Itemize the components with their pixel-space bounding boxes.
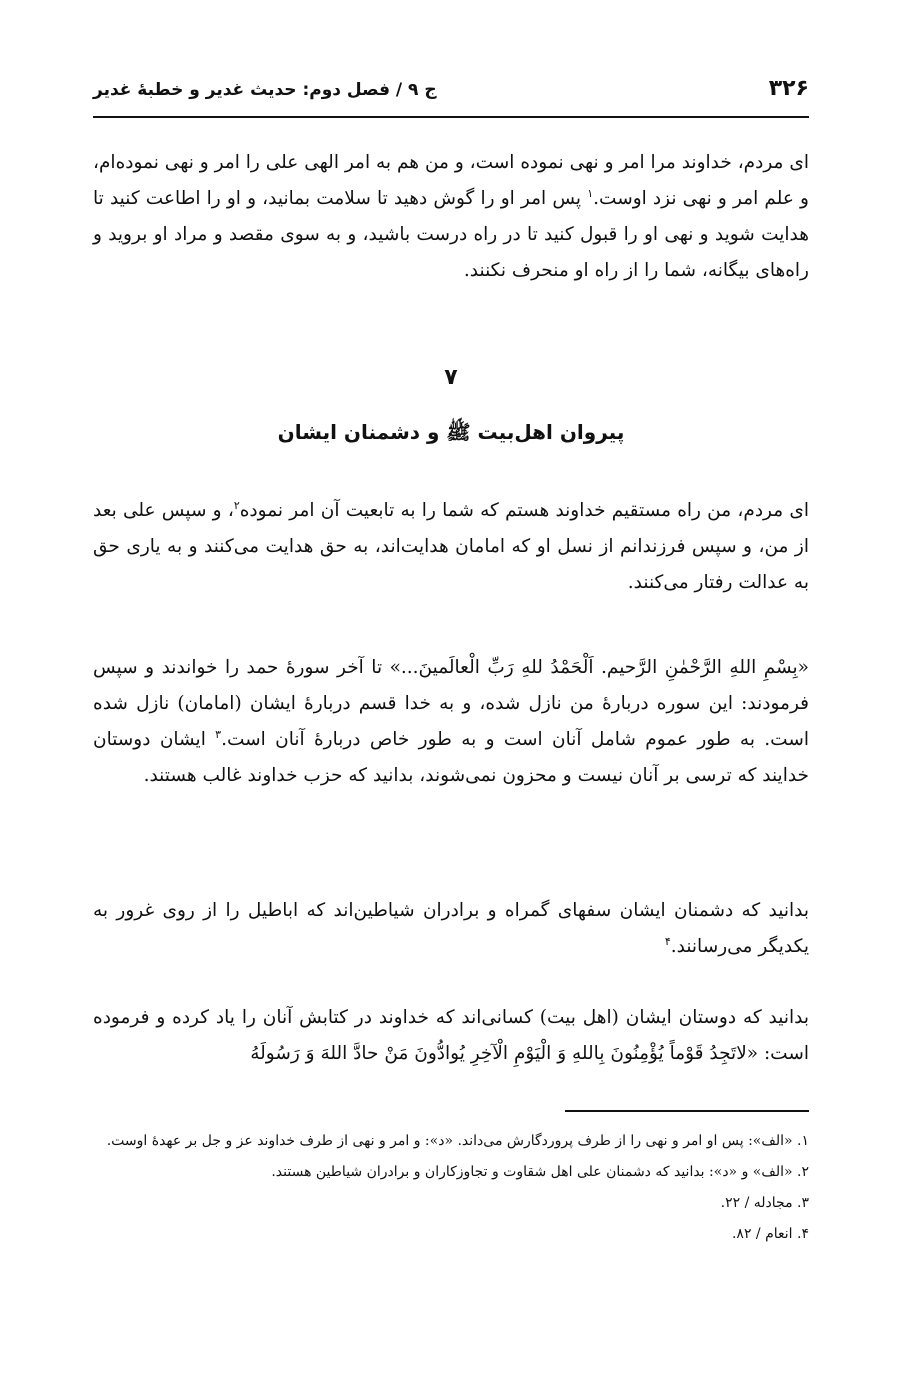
paragraph-2-text-a: ای مردم، من راه مستقیم خداوند هستم که شما را به تابعیت آن امر نموده [239,500,810,521]
paragraph-3-text-a: «بِسْمِ اللهِ الرَّحْمٰنِ الرَّحیم. اَلْحَمْدُ للهِ رَبِّ الْعالَمینَ...» تا آخر سورهٔ حمد را خواندند و سپس فرمودند: این سوره دربارهٔ من نازل شده، و به خدا قسم دربارهٔ ایشان (امامان) نازل شده است. به طور عموم شامل آنان است و به طور خاص دربارهٔ آنان است. [93,657,809,750]
paragraph-1-text-b: پس امر او را گوش دهید تا سلامت بمانید، و او را اطاعت کنید تا هدایت شوید و نهی او را قبول کنید تا در راه درست باشید، و به سوی مقصد و مراد او بروید و راه‌های بیگانه، شما را از راه او منحرف نکنند. [93,188,809,281]
paragraph-2 [93,493,809,601]
book-page [93,0,809,1390]
paragraph-4 [93,893,809,965]
footnote-ref-1[interactable]: ۱ [587,186,594,200]
page-number: ۳۲۶ [768,76,809,101]
page-header [93,70,809,114]
paragraph-5-text: بدانید که دوستان ایشان (اهل بیت) کسانی‌اند که خداوند در کتابش آنان را یاد کرده و فرموده است: «لاتَجِدُ قَوْماً یُؤْمِنُونَ بِاللهِ وَ الْیَوْمِ الْآخِرِ یُوادُّونَ مَنْ حادَّ اللهَ وَ رَسُولَهُ [93,1007,809,1064]
footnote-divider [565,1110,809,1112]
paragraph-2-text-b: ، و سپس علی بعد از من، و سپس فرزندانم از نسل او که امامان هدایت‌اند، به حق هدایت می‌کنند و به یاری حق به عدالت رفتار می‌کنند. [93,500,809,593]
footnote-4: ۴. انعام / ۸۲. [731,1226,809,1242]
paragraph-3-text-b: ایشان دوستان خدایند که ترسی بر آنان نیست و محزون نمی‌شوند، بدانید که حزب خداوند غالب هستند. [93,729,809,786]
footnote-ref-4[interactable]: ۴ [664,934,671,948]
footnote-2: ۲. «الف» و «د»: بدانید که دشمنان علی اهل شقاوت و تجاوزکاران و برادران شیاطین هستند. [271,1164,809,1180]
footnote-3: ۳. مجادله / ۲۲. [720,1195,809,1211]
running-head: ج ۹ / فصل دوم: حدیث غدیر و خطبهٔ غدیر [93,80,437,100]
paragraph-4-text-a: بدانید که دشمنان ایشان سفهای گمراه و برادران شیاطین‌اند که اباطیل را از روی غرور به یکدیگر می‌رسانند. [93,900,809,957]
footnote-1: ۱. «الف»: پس او امر و نهی را از طرف پروردگارش می‌داند. «د»: و امر و نهی از طرف خداوند عز و جل بر عهدهٔ اوست. [106,1133,809,1149]
paragraph-1-text-a: ای مردم، خداوند مرا امر و نهی نموده است، و من هم به امر الهی علی را امر و نهی نموده‌ام، و علم امر و نهی نزد اوست. [93,152,809,209]
footnote-ref-2[interactable]: ۲ [233,498,240,512]
footnote-ref-3[interactable]: ۳ [215,727,222,741]
section-title: پیروان اهل‌بیت ﷺ و دشمنان ایشان [277,420,625,444]
paragraph-3 [93,650,809,794]
header-divider [93,116,809,118]
footnotes [93,1128,809,1252]
paragraph-5 [93,1000,809,1072]
paragraph-1 [93,145,809,289]
section-number: ۷ [444,365,458,390]
